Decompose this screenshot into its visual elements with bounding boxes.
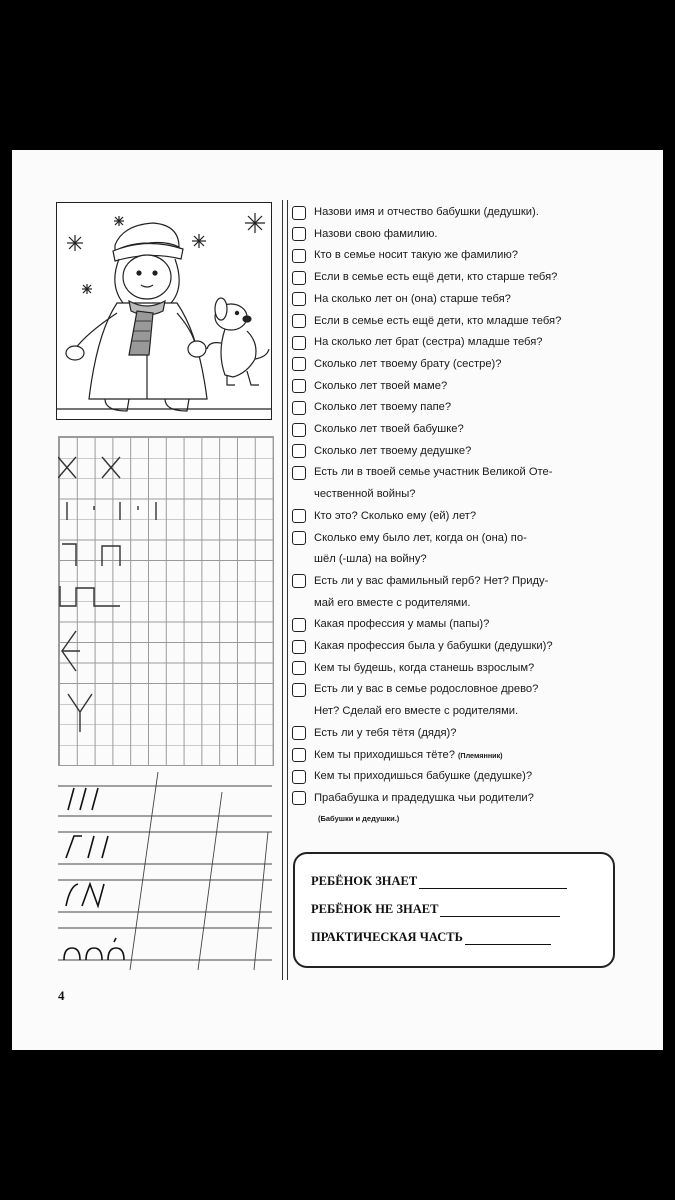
checkbox-icon[interactable] <box>292 444 306 458</box>
question-text: Какая профессия у мамы (папы)? <box>314 618 490 631</box>
not-knows-line[interactable] <box>440 904 560 917</box>
question-item <box>292 571 632 614</box>
question-text: Какая профессия была у бабушки (дедушки)? <box>314 640 553 653</box>
column-divider <box>282 200 288 980</box>
snowflake-icon <box>82 284 92 294</box>
practical-row <box>311 930 551 945</box>
checkbox-icon[interactable] <box>292 314 306 328</box>
question-text: Кем ты приходишься бабушке (дедушке)? <box>314 770 533 783</box>
knows-label: РЕБЁНОК ЗНАЕТ <box>311 874 418 888</box>
question-item <box>292 636 632 658</box>
question-text: На сколько лет брат (сестра) младше тебя? <box>314 336 543 349</box>
checkbox-icon[interactable] <box>292 791 306 805</box>
question-item <box>292 658 632 680</box>
answer-hint: (Бабушки и дедушки.) <box>318 813 400 823</box>
question-text: Назови свою фамилию. <box>314 227 438 240</box>
checkbox-icon[interactable] <box>292 206 306 220</box>
snowflake-icon <box>114 216 124 226</box>
question-item <box>292 397 632 419</box>
checkbox-icon[interactable] <box>292 748 306 762</box>
checkbox-icon[interactable] <box>292 618 306 632</box>
checkbox-icon[interactable] <box>292 466 306 480</box>
checkbox-icon[interactable] <box>292 509 306 523</box>
question-item <box>292 745 632 767</box>
knows-line[interactable] <box>419 876 567 889</box>
question-item <box>292 354 632 376</box>
question-text: Есть ли в твоей семье участник Великой Оте- чественной войны? <box>314 466 553 501</box>
question-text: Сколько лет твоему брату (сестре)? <box>314 357 502 370</box>
question-item <box>292 441 632 463</box>
answer-hint: (Племянник) <box>458 750 503 760</box>
checkbox-icon[interactable] <box>292 227 306 241</box>
question-item <box>292 462 632 505</box>
question-item <box>292 723 632 745</box>
checkbox-icon[interactable] <box>292 726 306 740</box>
checkbox-icon[interactable] <box>292 531 306 545</box>
snowflake-icon <box>67 235 83 251</box>
question-item <box>292 766 632 788</box>
not-knows-row <box>311 902 560 917</box>
assessment-box <box>293 852 615 968</box>
question-text: Есть ли у тебя тётя (дядя)? <box>314 726 457 739</box>
checkbox-icon[interactable] <box>292 336 306 350</box>
question-text: Сколько лет твоему дедушке? <box>314 444 472 457</box>
question-text: Кто это? Сколько ему (ей) лет? <box>314 509 477 522</box>
question-item <box>292 528 632 571</box>
checkbox-icon[interactable] <box>292 770 306 784</box>
not-knows-label: РЕБЁНОК НЕ ЗНАЕТ <box>311 902 439 916</box>
question-text: Кем ты приходишься тёте? <box>314 748 455 761</box>
question-text: Кем ты будешь, когда станешь взрослым? <box>314 661 535 674</box>
practical-label: ПРАКТИЧЕСКАЯ ЧАСТЬ <box>311 930 463 944</box>
question-item <box>292 376 632 398</box>
question-item <box>292 419 632 441</box>
question-item <box>292 614 632 636</box>
snowflake-icon <box>245 213 265 233</box>
checkbox-icon[interactable] <box>292 640 306 654</box>
question-text: Есть ли у вас фамильный герб? Нет? Приду- май его вместе с родителями. <box>314 574 549 609</box>
question-item <box>292 506 632 528</box>
question-item <box>292 788 632 828</box>
checkbox-icon[interactable] <box>292 249 306 263</box>
question-item <box>292 267 632 289</box>
checkbox-icon[interactable] <box>292 661 306 675</box>
checkbox-icon[interactable] <box>292 292 306 306</box>
page-number: 4 <box>58 988 65 1003</box>
question-text: Сколько ему было лет, когда он (она) по- шёл (-шла) на войну? <box>314 531 527 566</box>
question-text: Сколько лет твоей маме? <box>314 379 448 392</box>
question-text: Если в семье есть ещё дети, кто старше тебя? <box>314 271 558 284</box>
question-text: Есть ли у вас в семье родословное древо? Нет? Сделай его вместе с родителями. <box>314 683 539 718</box>
question-text: На сколько лет он (она) старше тебя? <box>314 292 511 305</box>
question-item <box>292 202 632 224</box>
snowflake-icon <box>192 234 206 248</box>
question-item <box>292 224 632 246</box>
checkbox-icon[interactable] <box>292 574 306 588</box>
checkbox-icon[interactable] <box>292 401 306 415</box>
question-item <box>292 332 632 354</box>
checkbox-icon[interactable] <box>292 379 306 393</box>
question-item <box>292 679 632 722</box>
checkbox-icon[interactable] <box>292 683 306 697</box>
checkbox-icon[interactable] <box>292 271 306 285</box>
winter-child-puppy-illustration <box>56 202 272 420</box>
question-text: Если в семье есть ещё дети, кто младше тебя? <box>314 314 562 327</box>
question-item <box>292 289 632 311</box>
checkbox-icon[interactable] <box>292 357 306 371</box>
question-item <box>292 245 632 267</box>
questions-list <box>292 202 632 828</box>
question-text: Сколько лет твоему папе? <box>314 401 452 414</box>
question-text: Назови имя и отчество бабушки (дедушки). <box>314 206 539 218</box>
practical-line[interactable] <box>465 932 551 945</box>
question-text: Кто в семье носит такую же фамилию? <box>314 249 518 262</box>
knows-row <box>311 874 567 889</box>
grid-patterns <box>58 436 272 764</box>
question-text: Прабабушка и прадедушка чьи родители? <box>314 791 534 804</box>
handwriting-lines <box>58 772 272 970</box>
checkbox-icon[interactable] <box>292 423 306 437</box>
question-item <box>292 311 632 333</box>
question-text: Сколько лет твоей бабушке? <box>314 423 464 436</box>
